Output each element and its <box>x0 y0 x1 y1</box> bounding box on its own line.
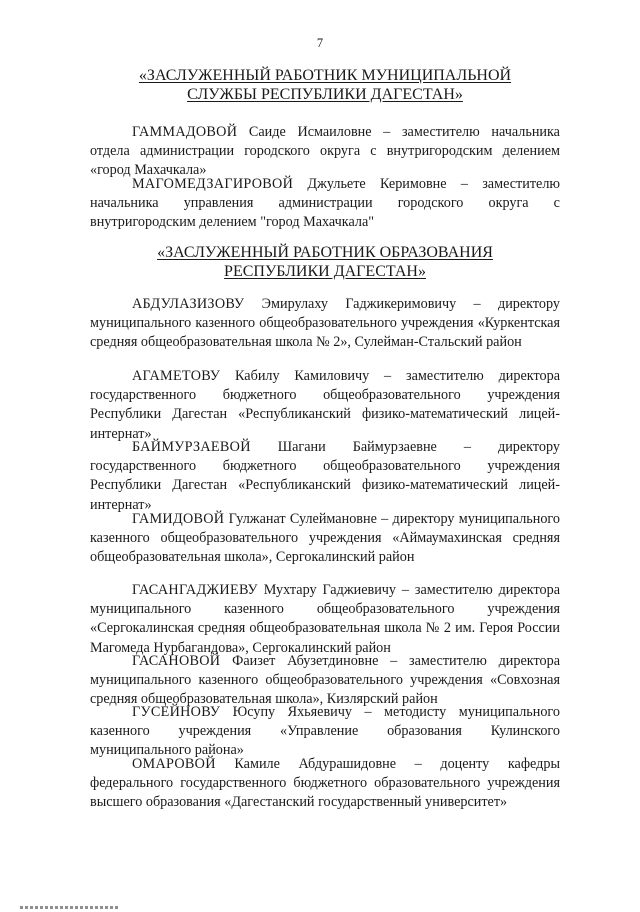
award-entry <box>90 295 560 353</box>
award-entry <box>90 367 560 444</box>
heading-line: «ЗАСЛУЖЕННЫЙ РАБОТНИК МУНИЦИПАЛЬНОЙ <box>138 67 512 84</box>
heading-line: «ЗАСЛУЖЕННЫЙ РАБОТНИК ОБРАЗОВАНИЯ <box>157 244 493 261</box>
heading-line: СЛУЖБЫ РЕСПУБЛИКИ ДАГЕСТАН» <box>187 86 463 103</box>
entry-text: Юсупу Яхьяевичу – методисту муниципального казенного учреждения «Управление образования Кулинского муниципального района» <box>90 704 560 759</box>
award-entry <box>90 755 560 813</box>
entry-surname: ГАСАНГАДЖИЕВУ <box>132 582 258 598</box>
section-heading-honored-municipal-worker <box>80 66 570 104</box>
entry-surname: БАЙМУРЗАЕВОЙ <box>132 439 251 455</box>
scan-artifact <box>20 906 120 909</box>
award-entry <box>90 175 560 233</box>
entry-surname: АГАМЕТОВУ <box>132 368 221 384</box>
entry-text: Гулжанат Сулеймановне – директору муниципального казенного общеобразовательного учреждения «Аймаумахинская средняя общеобразовательная школа», Сергокалинский район <box>90 511 560 566</box>
entry-text: Кабилу Камиловичу – заместителю директора государственного бюджетного общеобразовательного учреждения Республики Дагестан «Республиканский физико-математический лицей-интернат» <box>90 368 560 442</box>
entry-surname: АБДУЛАЗИЗОВУ <box>132 296 245 312</box>
entry-surname: ГАСАНОВОЙ <box>132 653 221 669</box>
entry-text: Эмирулаху Гаджикеримовичу – директору муниципального казенного общеобразовательного учреждения «Куркентская средняя общеобразовательная школа № 2», Сулейман-Стальский район <box>90 296 560 351</box>
entry-text: Джульете Керимовне – заместителю начальника управления администрации городского округа с внутригородским делением "город Махачкала" <box>90 176 560 231</box>
award-entry <box>90 123 560 181</box>
entry-text: Фаизет Абузетдиновне – заместителю директора муниципального казенного общеобразовательного учреждения «Совхозная средняя общеобразовательная школа», Кизлярский район <box>90 653 560 708</box>
entry-text: Камиле Абдурашидовне – доценту кафедры федерального государственного бюджетного образовательного учреждения высшего образования «Дагестанский государственный университет» <box>90 756 560 811</box>
entry-text: Шагани Баймурзаевне – директору государственного бюджетного общеобразовательного учреждения Республики Дагестан «Республиканский физико-математический лицей-интернат» <box>90 439 560 513</box>
entry-surname: ГАММАДОВОЙ <box>132 124 238 140</box>
entry-text: Саиде Исмаиловне – заместителю начальника отдела администрации городского округа с внутригородским делением «город Махачкала» <box>90 124 560 179</box>
entry-surname: МАГОМЕДЗАГИРОВОЙ <box>132 176 294 192</box>
award-entry <box>90 652 560 710</box>
award-entry <box>90 438 560 515</box>
page-number: 7 <box>316 36 324 50</box>
award-entry <box>90 510 560 568</box>
heading-line: РЕСПУБЛИКИ ДАГЕСТАН» <box>224 263 426 280</box>
entry-surname: ГУСЕЙНОВУ <box>132 704 221 720</box>
entry-surname: ГАМИДОВОЙ <box>132 511 225 527</box>
entry-surname: ОМАРОВОЙ <box>132 756 216 772</box>
award-entry <box>90 581 560 658</box>
entry-text: Мухтару Гаджиевичу – заместителю директора муниципального казенного общеобразовательного учреждения «Сергокалинская средняя общеобразовательная школа № 2 им. Героя России Магомеда Нурбагандова», Сергокалинский район <box>90 582 560 656</box>
section-heading-honored-education-worker <box>80 243 570 281</box>
award-entry <box>90 703 560 761</box>
